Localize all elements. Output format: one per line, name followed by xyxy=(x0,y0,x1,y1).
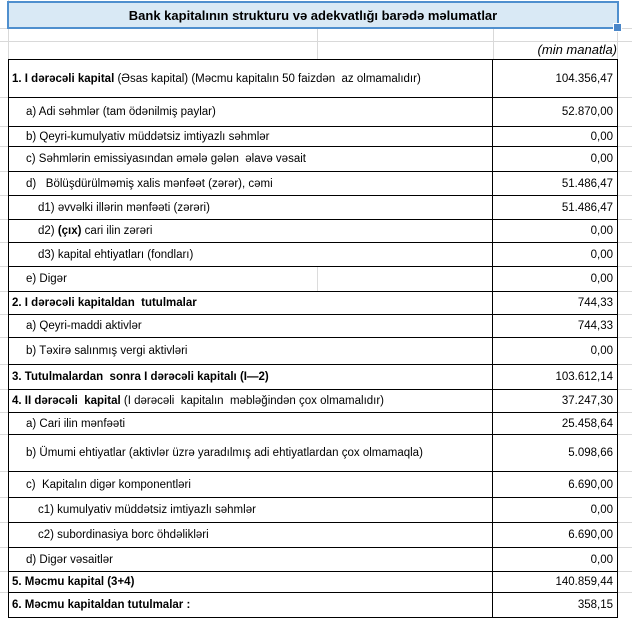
row-label-text: a) Adi səhmlər (tam ödənilmiş paylar) xyxy=(26,106,216,118)
table-row xyxy=(9,523,617,548)
row-label-cell[interactable] xyxy=(9,127,493,146)
gridline xyxy=(618,97,632,98)
row-label-text: c1) kumulyativ müddətsiz imtiyazlı səhmlər xyxy=(38,504,256,516)
row-label-cell[interactable] xyxy=(9,292,493,314)
gridline xyxy=(0,592,8,593)
table-row xyxy=(9,548,617,572)
title-cell[interactable] xyxy=(7,1,619,29)
gridline xyxy=(0,547,8,548)
gridline xyxy=(0,471,8,472)
table-row xyxy=(9,220,617,243)
row-label-cell[interactable] xyxy=(9,338,493,364)
row-value-cell[interactable]: 5.098,66 xyxy=(568,447,613,459)
table-row xyxy=(9,172,617,196)
table-row xyxy=(9,315,617,338)
gridline xyxy=(0,171,8,172)
table-row xyxy=(9,267,617,292)
row-label-cell[interactable] xyxy=(9,593,493,617)
row-label-cell[interactable] xyxy=(9,523,493,547)
gridline xyxy=(0,434,8,435)
row-label-text: cari ilin zərəri xyxy=(81,225,153,237)
row-value-cell[interactable]: 0,00 xyxy=(590,345,613,357)
row-label-cell[interactable] xyxy=(9,413,493,434)
row-label-cell[interactable] xyxy=(9,147,493,171)
row-value-cell[interactable]: 6.690,00 xyxy=(568,478,613,491)
row-label-cell[interactable] xyxy=(9,498,493,522)
table-row xyxy=(9,338,617,365)
row-label-text: d3) kapital ehtiyatları (fondları) xyxy=(38,248,194,261)
gridline xyxy=(0,291,8,292)
gridline xyxy=(0,571,8,572)
table-row xyxy=(9,390,617,413)
row-label-cell[interactable] xyxy=(9,472,493,497)
row-label-text: b) Qeyri-kumulyativ müddətsiz imtiyazlı səhmlər xyxy=(26,130,270,143)
row-label-text: d1) əvvəlki illərin mənfəəti (zərəri) xyxy=(38,201,210,214)
gridline xyxy=(317,28,318,59)
row-value-cell[interactable]: 52.870,00 xyxy=(561,106,613,118)
row-label-text: d) Digər vəsaitlər xyxy=(26,553,113,566)
row-label-cell[interactable] xyxy=(9,98,493,126)
row-value-cell[interactable]: 37.247,30 xyxy=(561,395,613,407)
gridline xyxy=(618,364,632,365)
row-label-text: 4. II dərəcəli kapital xyxy=(12,395,121,407)
gridline xyxy=(0,219,8,220)
gridline xyxy=(0,522,8,523)
gridline xyxy=(618,171,632,172)
gridline xyxy=(0,412,8,413)
row-label-text: (çıx) xyxy=(57,225,82,237)
table-row xyxy=(9,435,617,472)
row-label-cell[interactable] xyxy=(9,243,493,266)
row-value-cell[interactable]: 103.612,14 xyxy=(555,371,613,383)
row-value-cell[interactable]: 0,00 xyxy=(590,248,613,261)
gridline xyxy=(618,434,632,435)
row-label-text: c) Səhmlərin emissiyasından əmələ gələn əlavə vəsait xyxy=(26,153,306,165)
table-row xyxy=(9,243,617,267)
gridline xyxy=(0,337,8,338)
gridline xyxy=(0,126,8,127)
gridline xyxy=(618,497,632,498)
row-label-cell[interactable] xyxy=(9,315,493,337)
row-value-cell[interactable]: 0,00 xyxy=(590,225,613,237)
row-label-text: 2. I dərəcəli kapitaldan tutulmalar xyxy=(12,297,197,309)
row-value-cell[interactable]: 358,15 xyxy=(577,599,613,611)
row-label-text: 6. Məcmu kapitaldan tutulmalar : xyxy=(12,599,191,611)
gridline xyxy=(618,242,632,243)
selection-fill-handle[interactable] xyxy=(613,23,622,32)
row-label-cell[interactable] xyxy=(9,60,493,97)
gridline xyxy=(0,146,8,147)
row-value-cell[interactable]: 744,33 xyxy=(577,297,613,309)
gridline xyxy=(618,571,632,572)
gridline xyxy=(617,28,618,59)
row-value-cell[interactable]: 6.690,00 xyxy=(568,529,613,541)
row-label-text: (Əsas kapital) (Məcmu kapitalın 50 faizdən az olmamalıdır) xyxy=(114,72,421,85)
unit-note: (min manatla) xyxy=(537,42,617,57)
gridline xyxy=(0,195,8,196)
table-row xyxy=(9,147,617,172)
row-label-cell[interactable] xyxy=(9,390,493,412)
gridline xyxy=(0,389,8,390)
table-row xyxy=(9,292,617,315)
row-value-cell[interactable]: 0,00 xyxy=(590,153,613,165)
row-label-text: 3. Tutulmalardan sonra I dərəcəli kapitalı (I—2) xyxy=(12,371,269,383)
gridline xyxy=(618,126,632,127)
gridline xyxy=(618,266,632,267)
row-value-cell[interactable]: 744,33 xyxy=(577,320,613,332)
row-value-cell[interactable]: 51.486,47 xyxy=(561,201,613,214)
gridline xyxy=(618,522,632,523)
gridline xyxy=(0,497,8,498)
row-label-cell[interactable] xyxy=(9,220,493,242)
row-value-cell[interactable]: 0,00 xyxy=(590,130,613,143)
row-label-text: b) Təxirə salınmış vergi aktivləri xyxy=(26,345,188,357)
row-label-cell[interactable] xyxy=(9,572,493,592)
table-row xyxy=(9,472,617,498)
table-row xyxy=(9,365,617,390)
row-label-cell[interactable] xyxy=(9,435,493,471)
gridline xyxy=(618,291,632,292)
gridline xyxy=(618,592,632,593)
row-label-text: a) Qeyri-maddi aktivlər xyxy=(26,320,142,332)
gridline xyxy=(618,337,632,338)
gridline xyxy=(618,314,632,315)
gridline xyxy=(618,471,632,472)
gridline xyxy=(618,547,632,548)
gridline xyxy=(618,389,632,390)
table-row xyxy=(9,98,617,127)
row-label-text: d) Bölüşdürülməmiş xalis mənfəət (zərər), cəmi xyxy=(26,177,273,190)
table-row xyxy=(9,196,617,220)
row-label-text: 1. I dərəcəli kapital xyxy=(12,72,115,85)
gridline xyxy=(618,146,632,147)
gridline xyxy=(0,266,8,267)
row-value-cell[interactable]: 0,00 xyxy=(590,504,613,516)
row-label-cell[interactable] xyxy=(9,267,493,291)
table-row xyxy=(9,413,617,435)
sheet-title: Bank kapitalının strukturu və adekvatlığı barədə məlumatlar xyxy=(128,7,498,23)
row-value-cell[interactable]: 104.356,47 xyxy=(555,72,613,85)
row-value-cell[interactable]: 25.458,64 xyxy=(561,417,613,430)
table-row xyxy=(9,498,617,523)
capital-table xyxy=(8,59,618,618)
row-value-cell[interactable]: 51.486,47 xyxy=(561,177,613,190)
table-row xyxy=(9,60,617,98)
row-label-text: a) Cari ilin mənfəəti xyxy=(26,417,126,430)
gridline xyxy=(317,267,318,291)
table-row xyxy=(9,127,617,147)
row-label-text: 5. Məcmu kapital (3+4) xyxy=(12,576,135,588)
row-label-cell[interactable] xyxy=(9,196,493,219)
table-row xyxy=(9,593,617,617)
gridline xyxy=(618,412,632,413)
gridline xyxy=(493,28,494,59)
gridline xyxy=(0,314,8,315)
row-value-cell[interactable]: 140.859,44 xyxy=(555,576,613,588)
table-row xyxy=(9,572,617,593)
row-label-text: c) Kapitalın digər komponentləri xyxy=(26,478,191,491)
row-label-text: c2) subordinasiya borc öhdəlikləri xyxy=(38,529,209,541)
gridline xyxy=(618,195,632,196)
row-label-text: (I dərəcəli kapitalın məbləğindən çox olmamalıdır) xyxy=(120,395,385,407)
row-label-cell[interactable] xyxy=(9,365,493,389)
gridline xyxy=(618,219,632,220)
row-label-cell[interactable] xyxy=(9,172,493,195)
gridline xyxy=(0,242,8,243)
row-value-cell[interactable]: 0,00 xyxy=(590,553,613,566)
gridline xyxy=(0,97,8,98)
gridline xyxy=(0,364,8,365)
row-label-cell[interactable] xyxy=(9,548,493,571)
row-label-text: b) Ümumi ehtiyatlar (aktivlər üzrə yaradılmış adi ehtiyatlardan çox olmamaqla) xyxy=(26,447,423,459)
row-label-text: d2) xyxy=(38,225,58,237)
row-value-cell[interactable]: 0,00 xyxy=(590,273,613,285)
row-label-text: e) Digər xyxy=(26,273,67,285)
